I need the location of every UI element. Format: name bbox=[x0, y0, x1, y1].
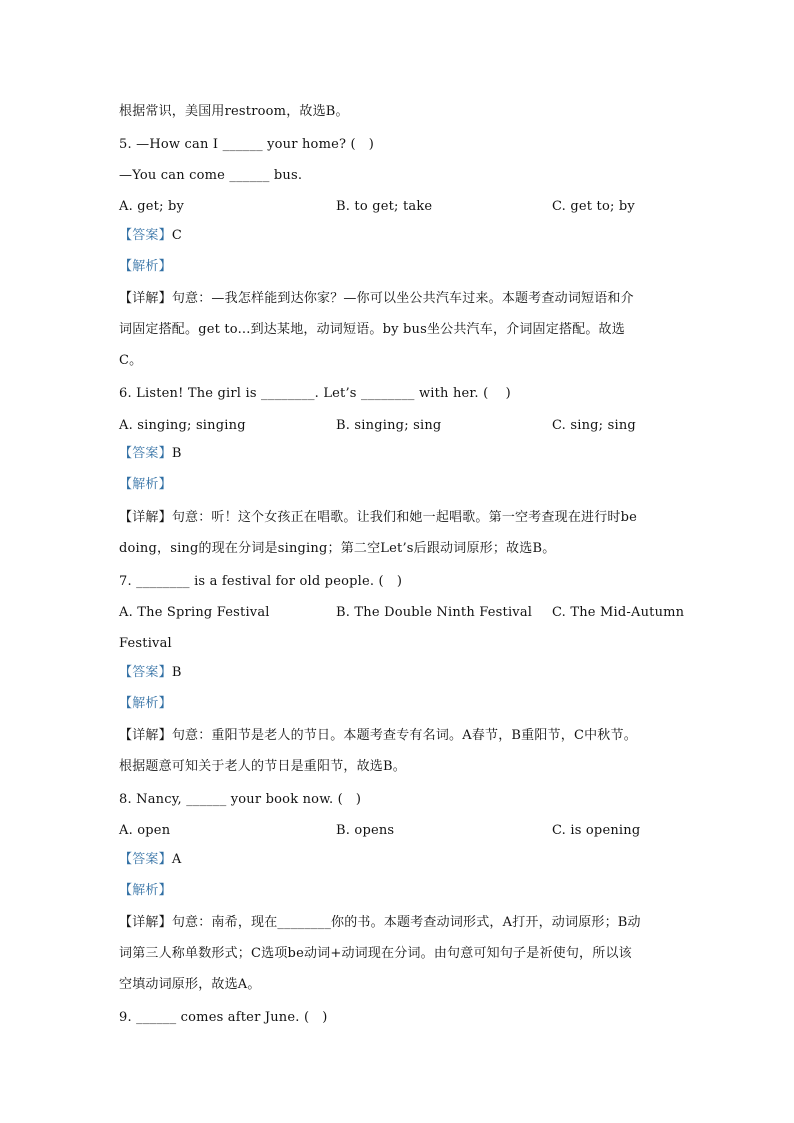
answer-value: A bbox=[171, 852, 182, 867]
question-5-detail-line3: C。 bbox=[119, 353, 143, 368]
detail-tag: 【详解】 bbox=[119, 915, 172, 930]
answer-tag: 【答案】 bbox=[119, 852, 172, 867]
question-5-detail-line1 bbox=[119, 289, 634, 309]
question-8-option-a: A. open bbox=[119, 823, 171, 838]
detail-text: 句意：重阳节是老人的节日。本题考查专有名词。A春节，B重阳节，C中秋节。 bbox=[171, 728, 637, 743]
question-6-detail-line2: doing，sing的现在分词是singing；第二空Let’s后跟动词原形；故选B。 bbox=[119, 541, 556, 556]
question-8-option-c: C. is opening bbox=[552, 823, 641, 838]
question-9-stem: 9. ______ comes after June. ( ) bbox=[119, 1010, 328, 1025]
detail-text: 句意：南希，现在________你的书。本题考查动词形式，A打开，动词原形；B动 bbox=[171, 915, 641, 930]
question-7-analysis-tag: 【解析】 bbox=[119, 696, 172, 711]
question-5-answer bbox=[119, 226, 182, 246]
question-8-stem: 8. Nancy, ______ your book now. ( ) bbox=[119, 792, 362, 807]
question-7-answer bbox=[119, 663, 182, 683]
detail-text: 句意：—我怎样能到达你家？—你可以坐公共汽车过来。本题考查动词短语和介 bbox=[171, 291, 634, 306]
question-5-option-c: C. get to; by bbox=[552, 199, 635, 214]
question-7-option-a: A. The Spring Festival bbox=[119, 605, 270, 620]
question-5-analysis-tag: 【解析】 bbox=[119, 259, 172, 274]
question-7-option-c-continued: Festival bbox=[119, 636, 172, 651]
answer-value: B bbox=[171, 665, 182, 680]
question-8-option-b: B. opens bbox=[336, 823, 395, 838]
question-8-detail-line2: 词第三人称单数形式；C选项be动词+动词现在分词。由句意可知句子是祈使句，所以该 bbox=[119, 946, 632, 961]
detail-tag: 【详解】 bbox=[119, 510, 172, 525]
question-8-detail-line1 bbox=[119, 913, 641, 933]
question-6-analysis-tag: 【解析】 bbox=[119, 477, 172, 492]
question-6-option-a: A. singing; singing bbox=[119, 418, 246, 433]
question-7-detail-line1 bbox=[119, 726, 637, 746]
answer-value: C bbox=[171, 228, 182, 243]
detail-text: 句意：听！这个女孩正在唱歌。让我们和她一起唱歌。第一空考查现在进行时be bbox=[171, 510, 638, 525]
question-6-detail-line1 bbox=[119, 508, 637, 528]
question-8-analysis-tag: 【解析】 bbox=[119, 883, 172, 898]
question-5-option-b: B. to get; take bbox=[336, 199, 433, 214]
question-7-option-c: C. The Mid-Autumn bbox=[552, 605, 685, 620]
question-6-option-b: B. singing; sing bbox=[336, 418, 442, 433]
question-5-option-a: A. get; by bbox=[119, 199, 185, 214]
question-8-detail-line3: 空填动词原形，故选A。 bbox=[119, 977, 261, 992]
detail-tag: 【详解】 bbox=[119, 291, 172, 306]
question-6-option-c: C. sing; sing bbox=[552, 418, 636, 433]
question-6-answer bbox=[119, 444, 182, 464]
question-6-stem: 6. Listen! The girl is ________. Let’s ________ with her. ( ) bbox=[119, 386, 511, 401]
question-7-stem: 7. ________ is a festival for old people. ( ) bbox=[119, 574, 403, 589]
question-8-answer bbox=[119, 850, 181, 870]
question-7-detail-line2: 根据题意可知关于老人的节日是重阳节，故选B。 bbox=[119, 759, 406, 774]
question-5-stem: 5. —How can I ______ your home? ( ) bbox=[119, 137, 375, 152]
answer-tag: 【答案】 bbox=[119, 665, 172, 680]
answer-value: B bbox=[171, 446, 182, 461]
question-7-option-b: B. The Double Ninth Festival bbox=[336, 605, 533, 620]
detail-tag: 【详解】 bbox=[119, 728, 172, 743]
question-5-detail-line2: 词固定搭配。get to...到达某地，动词短语。by bus坐公共汽车，介词固定搭配。故选 bbox=[119, 322, 625, 337]
question-5-stem-line2: —You can come ______ bus. bbox=[119, 168, 303, 183]
answer-tag: 【答案】 bbox=[119, 446, 172, 461]
previous-explanation-end: 根据常识，美国用restroom，故选B。 bbox=[119, 104, 349, 119]
answer-tag: 【答案】 bbox=[119, 228, 172, 243]
